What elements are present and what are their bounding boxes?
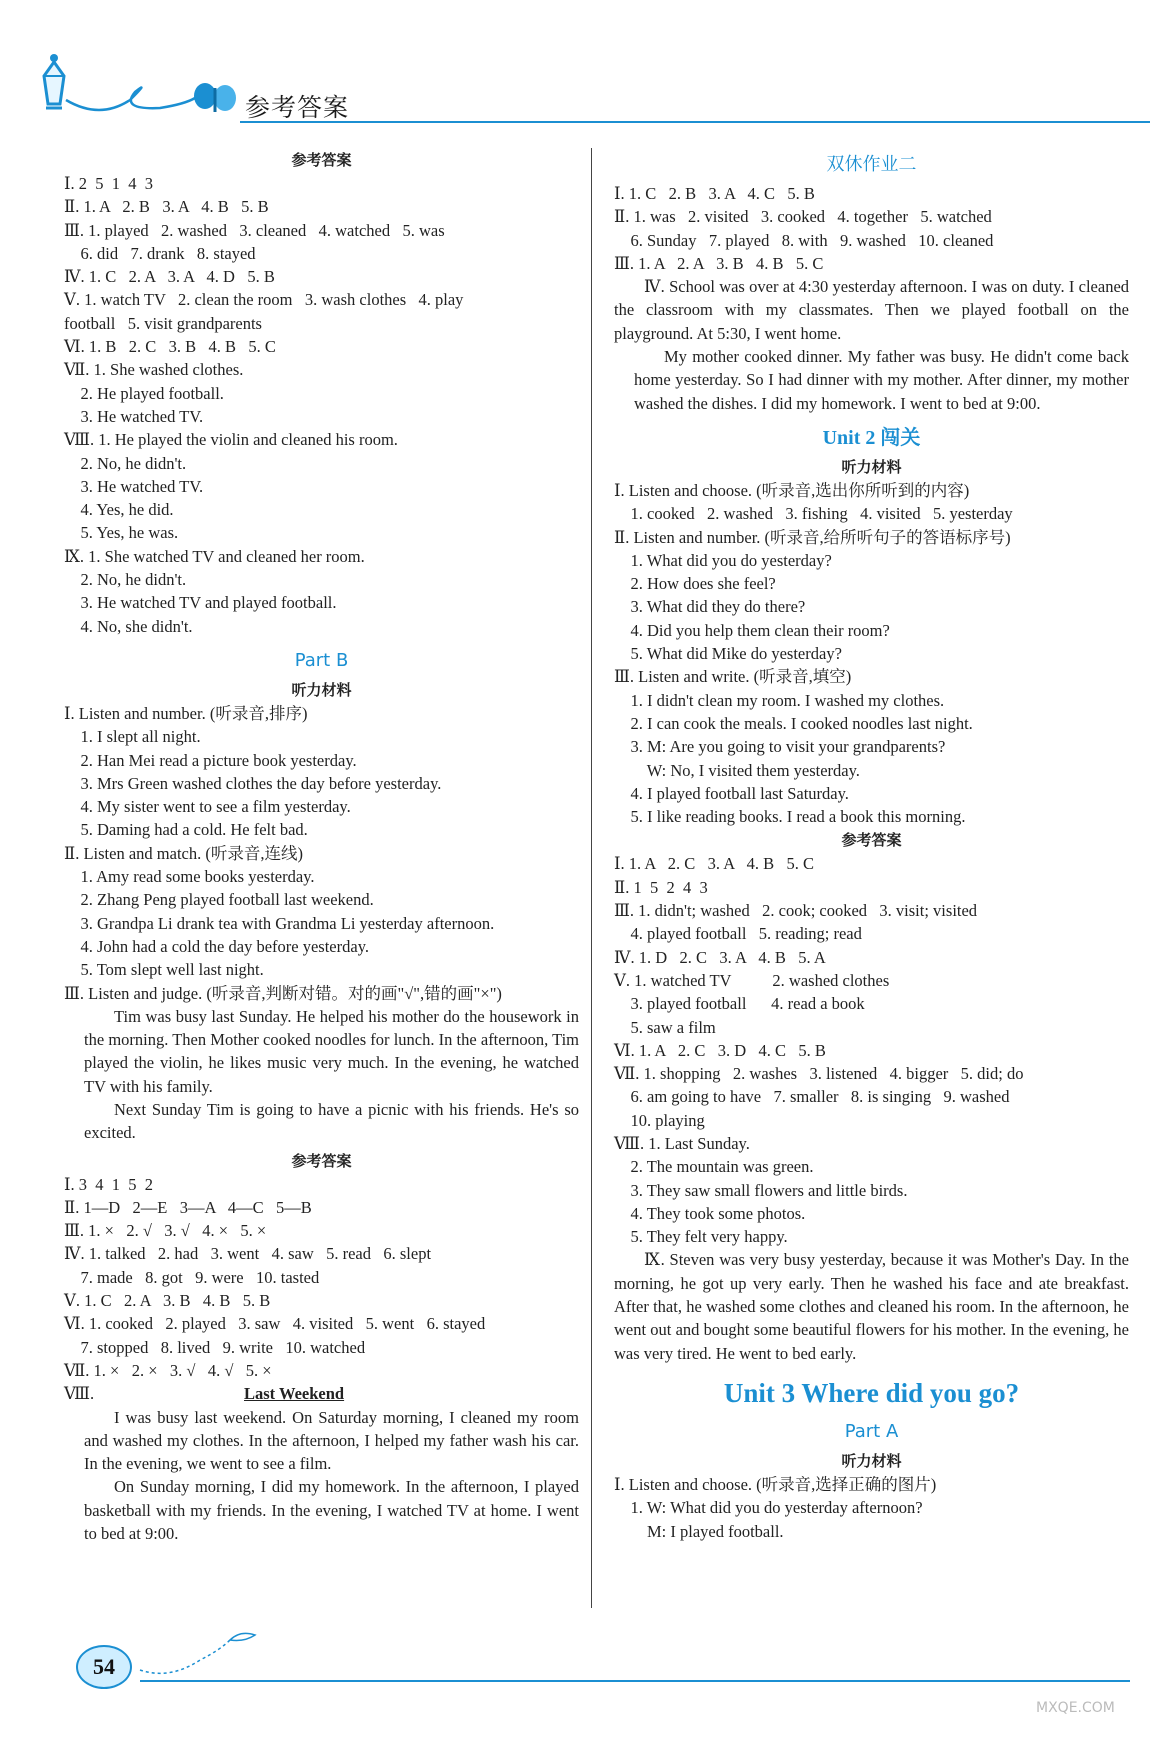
- paragraph-text: Steven was very busy yesterday, because it was Mother's Day. In the morning, he got up very early. Then he washed his face and ate breakfast. After that, he washed some clothes and cleaned his room. In the afternoon, he went out and bought some beautiful flowers for his mother. In the evening, he was very tired. He went to bed early.: [614, 1250, 1130, 1363]
- listening-line: 3. Grandpa Li drank tea with Grandma Li yesterday afternoon.: [64, 913, 495, 933]
- answer-line: Ⅱ. 1 5 2 4 3: [614, 877, 708, 897]
- section-title-answers: 参考答案: [291, 1151, 352, 1170]
- answer-line: 4. played football 5. reading; read: [614, 924, 862, 944]
- answer-line: 6. am going to have 7. smaller 8. is singing 9. washed: [614, 1087, 1010, 1107]
- listening-line: 4. I played football last Saturday.: [614, 783, 849, 803]
- answer-line: Ⅳ. 1. D 2. C 3. A 4. B 5. A: [614, 947, 826, 967]
- listening-line: 2. I can cook the meals. I cooked noodles last night.: [614, 713, 973, 733]
- answer-line: Ⅷ. 1. Last Sunday.: [614, 1133, 750, 1153]
- answer-line: 10. playing: [614, 1110, 705, 1130]
- answer-line: Ⅱ. 1. was 2. visited 3. cooked 4. together 5. watched: [614, 207, 992, 227]
- section-title-answers: 参考答案: [841, 831, 902, 850]
- listening-material-list: [614, 1473, 1129, 1543]
- answer-line: 3. He watched TV and played football.: [64, 593, 337, 613]
- answer-line: football 5. visit grandparents: [64, 313, 262, 333]
- answer-line: 5. Yes, he was.: [64, 523, 179, 543]
- listening-material-list: [64, 702, 579, 1005]
- answer-line: Ⅴ. 1. C 2. A 3. B 4. B 5. B: [64, 1291, 271, 1311]
- answer-line: Ⅵ. 1. A 2. C 3. D 4. C 5. B: [614, 1040, 826, 1060]
- listening-line: Ⅲ. Listen and write. (听录音,填空): [614, 667, 852, 687]
- butterfly-icon: [194, 83, 236, 112]
- footer-line: [140, 1680, 1130, 1682]
- answer-line: 5. They felt very happy.: [614, 1227, 788, 1247]
- answer-line: Ⅳ. 1. C 2. A 3. A 4. D 5. B: [64, 267, 275, 287]
- listening-material-title: 听力材料: [291, 680, 352, 699]
- answers-list: [64, 172, 579, 638]
- answer-line: 4. They took some photos.: [614, 1203, 806, 1223]
- listening-line: Ⅰ. Listen and choose. (听录音,选出你所听到的内容): [614, 480, 970, 500]
- listening-line: 2. Han Mei read a picture book yesterday.: [64, 750, 357, 770]
- listening-line: 2. How does she feel?: [614, 574, 776, 594]
- section-title-answers: 参考答案: [291, 151, 352, 169]
- right-column: [614, 148, 1129, 1543]
- question-label: Ⅸ.: [644, 1250, 665, 1270]
- answers-list: [614, 852, 1129, 1248]
- answer-line: 3. They saw small flowers and little birds.: [614, 1180, 908, 1200]
- answer-line: 2. The mountain was green.: [614, 1157, 814, 1177]
- answer-line: 7. made 8. got 9. were 10. tasted: [64, 1267, 320, 1287]
- essay-paragraph: I was busy last weekend. On Saturday morning, I cleaned my room and washed my clothes. In the afternoon, I helped my father wash his car. In the evening, we went to see a film.: [84, 1407, 579, 1474]
- listening-line: Ⅱ. Listen and match. (听录音,连线): [64, 843, 303, 863]
- answer-line: Ⅱ. 1—D 2—E 3—A 4—C 5—B: [64, 1197, 312, 1217]
- listening-line: 4. My sister went to see a film yesterday.: [64, 797, 351, 817]
- watermark: MXQE.COM: [1036, 1700, 1115, 1716]
- column-divider: [591, 148, 592, 1608]
- answer-line: Ⅴ. 1. watched TV 2. washed clothes: [614, 970, 890, 990]
- answer-line: 6. Sunday 7. played 8. with 9. washed 10. cleaned: [614, 230, 994, 250]
- listening-line: 1. Amy read some books yesterday.: [64, 867, 315, 887]
- listening-line: 5. What did Mike do yesterday?: [614, 644, 842, 664]
- listening-material-list: [614, 479, 1129, 828]
- answer-line: 6. did 7. drank 8. stayed: [64, 243, 256, 263]
- answer-line: 3. He watched TV.: [64, 406, 204, 426]
- listening-line: 1. cooked 2. washed 3. fishing 4. visited 5. yesterday: [614, 504, 1013, 524]
- answer-line: Ⅷ. 1. He played the violin and cleaned his room.: [64, 430, 398, 450]
- answer-line: Ⅶ. 1. × 2. × 3. √ 4. √ 5. ×: [64, 1360, 272, 1380]
- listening-line: 5. Tom slept well last night.: [64, 960, 264, 980]
- answer-line: 7. stopped 8. lived 9. write 10. watched: [64, 1337, 366, 1357]
- answer-line: 3. He watched TV.: [64, 476, 204, 496]
- listening-line: 4. John had a cold the day before yesterday.: [64, 936, 369, 956]
- answer-line: Ⅳ. 1. talked 2. had 3. went 4. saw 5. read 6. slept: [64, 1244, 432, 1264]
- listening-line: 1. W: What did you do yesterday afternoon?: [614, 1498, 923, 1518]
- essay-paragraph: [614, 1248, 1129, 1364]
- listening-line: 4. Did you help them clean their room?: [614, 620, 890, 640]
- listening-line: W: No, I visited them yesterday.: [614, 760, 860, 780]
- listening-line: Ⅲ. Listen and judge. (听录音,判断对错。对的画"√",错的画"×"): [64, 983, 502, 1003]
- answer-line: Ⅰ. 1. C 2. B 3. A 4. C 5. B: [614, 184, 815, 203]
- listening-line: 5. I like reading books. I read a book this morning.: [614, 807, 966, 827]
- listening-line: 5. Daming had a cold. He felt bad.: [64, 820, 308, 840]
- page-header: [0, 0, 1169, 130]
- bird-decoration: [130, 1620, 290, 1680]
- listening-line: 1. I didn't clean my room. I washed my clothes.: [614, 690, 945, 710]
- answer-line: Ⅲ. 1. didn't; washed 2. cook; cooked 3. visit; visited: [614, 901, 978, 921]
- listening-line: Ⅱ. Listen and number. (听录音,给所听句子的答语标序号): [614, 527, 1011, 547]
- answer-line: Ⅵ. 1. cooked 2. played 3. saw 4. visited 5. went 6. stayed: [64, 1314, 486, 1334]
- listening-paragraph: Next Sunday Tim is going to have a picnic with his friends. He's so excited.: [84, 1099, 579, 1143]
- listening-material-title: 听力材料: [841, 1451, 902, 1470]
- answers-list: [64, 1173, 579, 1383]
- answer-line: 5. saw a film: [614, 1017, 716, 1037]
- question-label: Ⅳ.: [644, 277, 665, 297]
- listening-line: 3. M: Are you going to visit your grandparents?: [614, 737, 946, 757]
- header-title: 参考答案: [245, 93, 350, 122]
- unit-2-title: Unit 2 闯关: [822, 426, 921, 449]
- answer-line: Ⅰ. 2 5 1 4 3: [64, 174, 154, 193]
- header-decoration: [0, 0, 1169, 130]
- essay-paragraph: My mother cooked dinner. My father was busy. He didn't come back home yesterday. So I had dinner with my mother. After dinner, my mother washed the dishes. I did my homework. I went to bed at 9:00.: [634, 347, 1129, 413]
- answer-line: Ⅲ. 1. played 2. washed 3. cleaned 4. watched 5. was: [64, 220, 445, 240]
- answer-line: 3. played football 4. read a book: [614, 994, 865, 1014]
- left-column: [64, 148, 579, 1545]
- answer-line: Ⅵ. 1. B 2. C 3. B 4. B 5. C: [64, 337, 276, 357]
- question-label: Ⅷ.: [64, 1384, 95, 1404]
- answer-line: 4. No, she didn't.: [64, 616, 193, 636]
- listening-line: Ⅰ. Listen and number. (听录音,排序): [64, 703, 308, 723]
- answer-line: Ⅰ. 1. A 2. C 3. A 4. B 5. C: [614, 854, 814, 874]
- essay-heading-row: [64, 1382, 579, 1405]
- answer-line: Ⅰ. 3 4 1 5 2: [64, 1174, 154, 1194]
- answers-list: [614, 182, 1129, 275]
- answer-line: Ⅶ. 1. She washed clothes.: [64, 360, 244, 380]
- listening-line: 3. What did they do there?: [614, 597, 806, 617]
- answer-line: Ⅶ. 1. shopping 2. washes 3. listened 4. bigger 5. did; do: [614, 1064, 1024, 1084]
- listening-line: Ⅰ. Listen and choose. (听录音,选择正确的图片): [614, 1474, 937, 1494]
- answer-line: 2. No, he didn't.: [64, 453, 187, 473]
- answer-line: Ⅴ. 1. watch TV 2. clean the room 3. wash clothes 4. play: [64, 290, 464, 310]
- answer-line: 2. No, he didn't.: [64, 570, 187, 590]
- listening-material-title: 听力材料: [841, 457, 902, 476]
- essay-title: Last Weekend: [244, 1384, 345, 1404]
- listening-line: 2. Zhang Peng played football last weekend.: [64, 890, 374, 910]
- essay-paragraph: [614, 275, 1129, 345]
- unit-3-title: Unit 3 Where did you go?: [723, 1377, 1020, 1408]
- paragraph-text: School was over at 4:30 yesterday afternoon. I was on duty. I cleaned the classroom with my classmates. Then we played football on the playground. At 5:30, I went home.: [614, 277, 1130, 343]
- listening-paragraph: Tim was busy last Sunday. He helped his mother do the housework in the morning. Then Mother cooked noodles for lunch. In the afternoon, Tim played the violin, he likes music very much. In the evening, he watched TV with his family.: [84, 1006, 579, 1096]
- page-number: 54: [76, 1645, 132, 1689]
- lantern-icon: [44, 54, 64, 108]
- listening-line: 1. What did you do yesterday?: [614, 550, 832, 570]
- listening-line: 3. Mrs Green washed clothes the day before yesterday.: [64, 773, 442, 793]
- answer-line: Ⅲ. 1. × 2. √ 3. √ 4. × 5. ×: [64, 1221, 267, 1241]
- answer-line: 2. He played football.: [64, 383, 224, 403]
- weekend-homework-title: 双休作业二: [826, 154, 917, 175]
- answer-line: 4. Yes, he did.: [64, 500, 174, 520]
- part-a-title: Part A: [844, 1420, 899, 1442]
- listening-line: 1. I slept all night.: [64, 727, 201, 747]
- answer-line: Ⅸ. 1. She watched TV and cleaned her room.: [64, 546, 365, 566]
- answer-line: Ⅲ. 1. A 2. A 3. B 4. B 5. C: [614, 253, 824, 273]
- essay-paragraph: On Sunday morning, I did my homework. In the afternoon, I played basketball with my friends. In the evening, I watched TV at home. I went to bed at 9:00.: [84, 1477, 579, 1544]
- answer-line: Ⅱ. 1. A 2. B 3. A 4. B 5. B: [64, 197, 269, 217]
- part-b-title: Part B: [294, 649, 349, 671]
- listening-line: M: I played football.: [614, 1521, 784, 1541]
